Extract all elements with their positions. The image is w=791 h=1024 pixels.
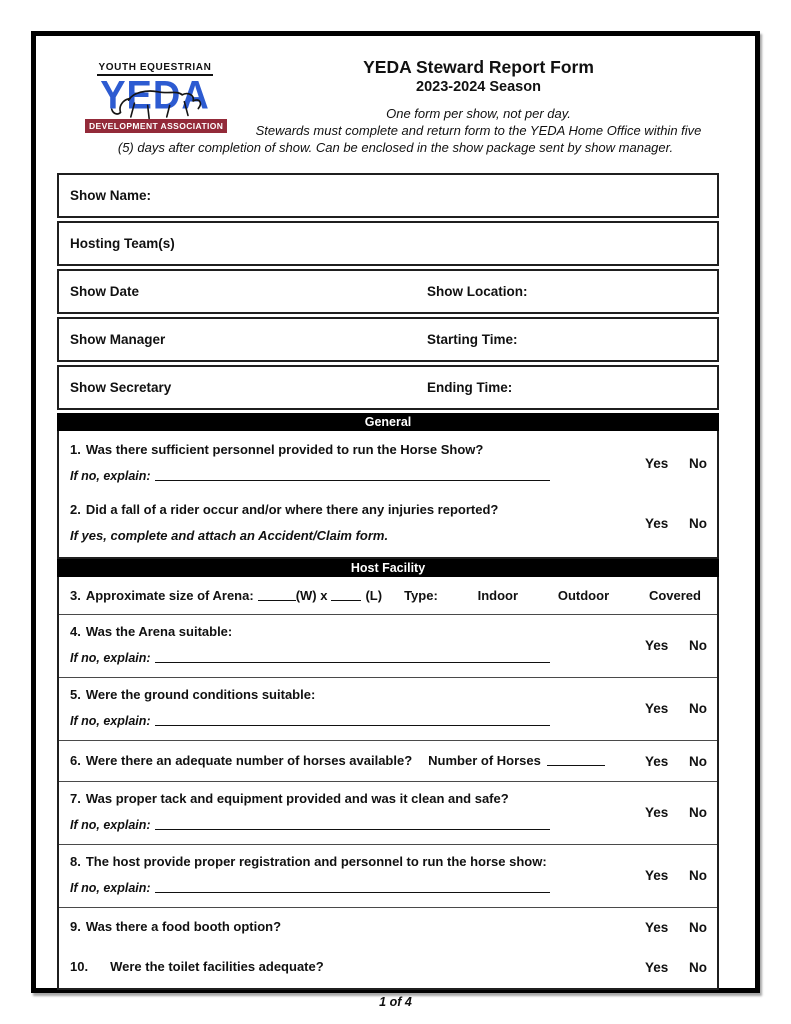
question-2-yesno: [645, 516, 707, 531]
question-3-text: 3. Approximate size of Arena: (W) x (L): [70, 587, 383, 603]
question-5-explain: If no, explain:: [70, 712, 637, 730]
question-5-yesno: [645, 701, 707, 716]
field-label-show-location: Show Location:: [427, 284, 528, 299]
question-5-text: 5. Were the ground conditions suitable:: [70, 687, 316, 702]
blank-line[interactable]: [155, 817, 550, 830]
instructions: [226, 105, 731, 139]
section-general-body: [57, 431, 719, 559]
no-option[interactable]: No: [689, 637, 707, 653]
no-option[interactable]: No: [689, 515, 707, 531]
no-option[interactable]: No: [689, 867, 707, 883]
field-row-show-name[interactable]: [57, 173, 719, 218]
section-host-facility-body: [57, 577, 719, 990]
question-5: [59, 686, 717, 730]
question-10: [59, 958, 717, 976]
question-7: [59, 790, 717, 834]
question-1-text: 1. Was there sufficient personnel provided to run the Horse Show?: [70, 442, 484, 457]
question-8-explain: If no, explain:: [70, 879, 637, 897]
type-option-indoor[interactable]: Indoor: [477, 588, 519, 603]
field-row-hosting-teams[interactable]: [57, 221, 719, 266]
question-block-3: [59, 577, 717, 614]
blank-arena-width[interactable]: [258, 588, 296, 601]
field-row-show-date[interactable]: [57, 269, 719, 314]
no-option[interactable]: No: [689, 700, 707, 716]
question-1-explain: If no, explain:: [70, 467, 637, 485]
type-option-outdoor[interactable]: Outdoor: [557, 588, 610, 603]
blank-arena-length[interactable]: [331, 588, 361, 601]
field-label-hosting-teams: Hosting Team(s): [70, 236, 175, 251]
question-8-text: 8. The host provide proper registration and personnel to run the horse show:: [70, 854, 547, 869]
arena-type-options: [382, 588, 707, 603]
yes-option[interactable]: Yes: [645, 700, 669, 716]
question-3: [59, 577, 717, 614]
form-table: [57, 173, 719, 990]
question-4-yesno: [645, 638, 707, 653]
field-label-show-date: Show Date: [70, 284, 140, 299]
question-9: [59, 918, 717, 936]
question-9-yesno: [645, 920, 707, 935]
question-block-8: [59, 844, 717, 907]
question-4: [59, 623, 717, 667]
section-header-host-facility: Host Facility: [57, 559, 719, 577]
question-block-6: [59, 740, 717, 781]
no-option[interactable]: No: [689, 804, 707, 820]
type-label: Type:: [404, 588, 438, 603]
question-7-yesno: [645, 805, 707, 820]
question-block-7: [59, 781, 717, 844]
question-6: [59, 741, 717, 781]
blank-line[interactable]: [155, 650, 550, 663]
yes-option[interactable]: Yes: [645, 959, 669, 975]
page-number: 1 of 4: [379, 995, 412, 1009]
type-option-covered[interactable]: Covered: [648, 588, 701, 603]
field-label-show-secretary: Show Secretary: [70, 380, 172, 395]
field-row-show-secretary[interactable]: [57, 365, 719, 410]
question-4-explain: If no, explain:: [70, 649, 637, 667]
field-row-show-manager[interactable]: [57, 317, 719, 362]
question-block-4: [59, 614, 717, 677]
yes-option[interactable]: Yes: [645, 637, 669, 653]
yes-option[interactable]: Yes: [645, 515, 669, 531]
question-7-text: 7. Was proper tack and equipment provided and was it clean and safe?: [70, 791, 509, 806]
blank-number-of-horses[interactable]: [547, 753, 605, 766]
question-block-9-10: [59, 907, 717, 988]
yes-option[interactable]: Yes: [645, 867, 669, 883]
field-label-starting-time: Starting Time:: [427, 332, 518, 347]
no-option[interactable]: No: [689, 455, 707, 471]
question-2: [59, 501, 717, 545]
page-title: YEDA Steward Report Form: [363, 57, 594, 77]
question-6-text: 6. Were there an adequate number of horses available? Number of Horses: [70, 752, 605, 770]
logo-development-association-text: DEVELOPMENT ASSOCIATION: [85, 119, 227, 133]
section-header-general: General: [57, 413, 719, 431]
page: [31, 31, 760, 1009]
field-label-show-name: Show Name:: [70, 188, 152, 203]
yes-option[interactable]: Yes: [645, 919, 669, 935]
instruction-line-2: Stewards must complete and return form to the YEDA Home Office within five: [255, 123, 702, 138]
number-of-horses-label: Number of Horses: [428, 753, 541, 768]
blank-line[interactable]: [155, 713, 550, 726]
question-7-explain: If no, explain:: [70, 816, 637, 834]
question-block-5: [59, 677, 717, 740]
question-block-1-2: [59, 431, 717, 557]
question-8: [59, 853, 717, 897]
blank-line[interactable]: [155, 880, 550, 893]
question-10-yesno: [645, 960, 707, 975]
question-2-text: 2. Did a fall of a rider occur and/or where there any injuries reported?: [70, 502, 499, 517]
field-label-ending-time: Ending Time:: [427, 380, 513, 395]
yes-option[interactable]: Yes: [645, 753, 669, 769]
question-8-yesno: [645, 868, 707, 883]
no-option[interactable]: No: [689, 959, 707, 975]
question-2-followup: If yes, complete and attach an Accident/Claim form.: [70, 528, 389, 543]
yeda-logo: [85, 57, 225, 134]
logo-yeda-text: YEDA: [85, 75, 225, 117]
season-subtitle: 2023-2024 Season: [416, 79, 541, 95]
yes-option[interactable]: Yes: [645, 804, 669, 820]
logo-youth-equestrian-text: YOUTH EQUESTRIAN: [97, 62, 214, 76]
no-option[interactable]: No: [689, 753, 707, 769]
title-block: [226, 36, 731, 139]
instruction-line-1: One form per show, not per day.: [386, 106, 571, 121]
question-6-yesno: [645, 754, 707, 769]
question-4-text: 4. Was the Arena suitable:: [70, 624, 233, 639]
no-option[interactable]: No: [689, 919, 707, 935]
question-1: [59, 441, 717, 485]
question-9-text: 9. Was there a food booth option?: [70, 919, 282, 934]
instruction-line-3: (5) days after completion of show. Can be enclosed in the show package sent by show manager.: [117, 140, 674, 155]
question-10-text: 10. Were the toilet facilities adequate?: [70, 959, 324, 974]
blank-line[interactable]: [155, 468, 550, 481]
question-1-yesno: [645, 456, 707, 471]
yes-option[interactable]: Yes: [645, 455, 669, 471]
header: [36, 36, 755, 164]
field-label-show-manager: Show Manager: [70, 332, 166, 347]
